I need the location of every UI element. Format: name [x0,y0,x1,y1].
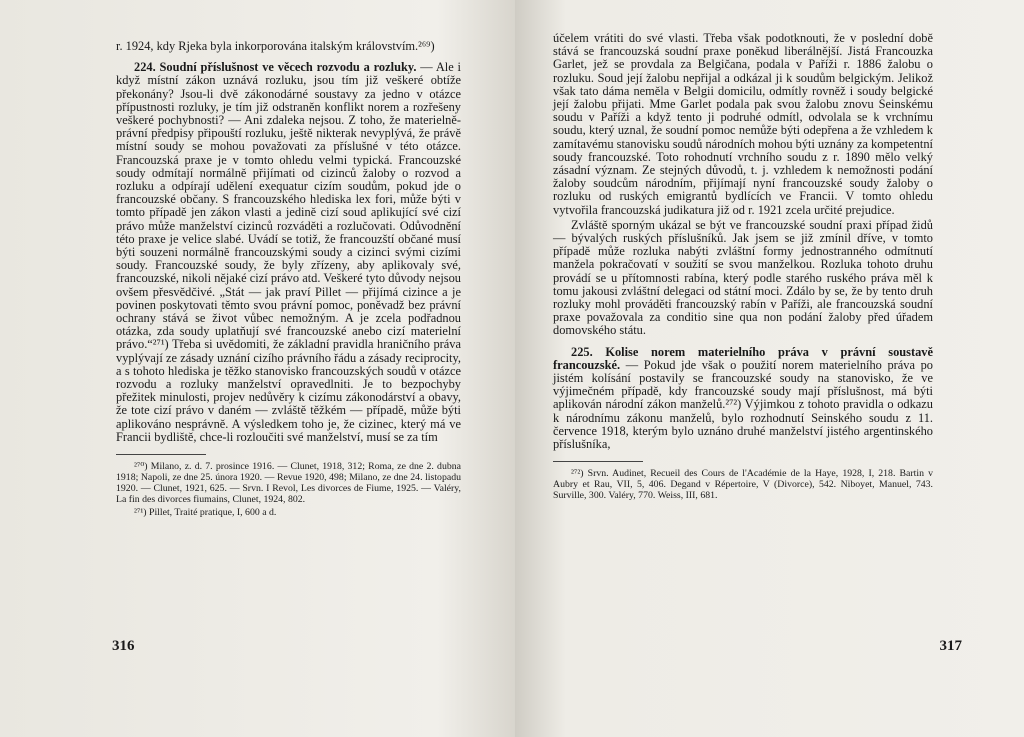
paragraph [553,346,933,452]
paragraph [116,61,461,444]
footnote: ²⁷²) Srvn. Audinet, Recueil des Cours de l'Académie de la Haye, 1928, I, 218. Bartin v Aubry et Rau, VII, 5, 406. Degand v Répertoire, V (Divorce), 542. Niboyet, Manuel, 743. Surville, 300. Valéry, 770. Weiss, III, 681. [553,468,933,502]
right-page [515,0,1024,737]
footnote: ²⁷⁰) Milano, z. d. 7. prosince 1916. — Clunet, 1918, 312; Roma, ze dne 2. dubna 1918; Napoli, ze dne 25. února 1920. — Revue 1920, 498; Milano, ze dne 24. listopadu 1920. — Clunet, 1921, 625. — Srvn. I Revol, Les divorces de Fiume, 1925. — Valéry, La fin des divorces fiumains, Clunet, 1924, 802. [116,461,461,506]
paragraph: r. 1924, kdy Rjeka byla inkorporována italským královstvím.²⁶⁹) [116,39,435,53]
paragraph: účelem vrátiti do své vlasti. Třeba však podotknouti, že v poslední době stává se francouzská soudní praxe poněkud liberálnější. Jistá Francouzka Garlet, jež se provdala za Belgičana, podala v Paříži r. 1886 žalobu o rozluku. Soud její žalobu nepřijal a odkázal ji k soudům belgickým. Jelikož však tato dáma neměla v Belgii domicilu, odmítly rovněž i soudy belgické její žalobu přijati. Mme Garlet podala pak svou žalobu znovu Seinskému soudu v Paříži a když tento ji podruhé odmítl, odvolala se k vrchnímu soudu, který uznal, že soudní pomoc nemůže býti odepřena a že vzhledem k zamítavému stanovisku soudů národních mohou býti uznány za kompetentní soudy francouzské. Toto rohodnutí vrchního soudu z r. 1890 mělo velký zásadní význam. Ze stejných důvodů, t. j. vzhledem k nemožnosti podání žaloby soudcům národním, přijímají nyní francouzské soudy žaloby o rozluku od ruských emigrantů bydlících ve Francii. V tomto ohledu vytvořila francouzská judikatura již od r. 1921 zcela určité prejudice. [553,31,933,217]
paragraph-body: — Ale i když místní zákon uznává rozluku, jsou tím již veškeré obtíže překonány? Jsou-li dvě zákonodárné soustavy za jedno v otázce přípustnosti rozluky, je tím již odstraněn konflikt norem a rozřešeny veškeré pochybnosti? — Ani zdaleka nejsou. Z toho, že materielně-právní předpisy připouští rozluku, ještě nikterak nevyplývá, že právě místní soudy se mohou považovati za příslušné v této otázce. Francouzská praxe je v tomto ohledu velmi typická. Francouzské soudy odmítají normálně přijímati od cizinců žaloby o rozvod a rozluku a odpírají udělení exequatur cizím soudům, pokud jde o francouzské občany. S francouzského hlediska lex fori, může býti v tomto případě jen zákon vlasti a jedině cizí soud aplikující své cizí právo může manželství cizinců rozváděti a rozlučovati. Odůvodnění této praxe je velice slabé. Uvádí se totiž, že francouzští občané musí býti souzeni normálně francouzskými soudy a cizinci svými cizími soudy. Francouzské soudy, že byly zřízeny, aby aplikovaly své, francouzské, nikoli nějaké cizí právo atd. Veškeré tyto důvody nejsou ovšem přesvědčivé. „Stát — jak praví Pillet — přijímá cizince a je povinen poskytovati těmto svou právní pomoc, poněvadž bez právní ochrany stává se život vůbec nemožným. A je zcela podřadnou otázka, zda soudy uplatňují své francouzské anebo cizí materielní právo.“²⁷¹) Třeba si uvědomiti, že základní pravidla hraničního práva vyplývají ze zásady uznání cizího právního řádu a zásady reciprocity, a s tohoto hlediska je těžko stanovisko francouzských soudů v otázce rozvodu a rozluky manželství opravedlniti. Je to bezpochyby přežitek minulosti, projev nedůvěry k cizímu zákonodárství a obavy, že tote cizí právo v daném — zvláště těžkém — případě, může býti aplikováno nesprávně. A výsledkem toho je, že cizinec, který má ve Francii bydliště, chce-li rozloučiti své manželství, musí se za tím [116,60,461,444]
page-number: 316 [112,638,135,654]
section-heading: 225. Kolise norem materielního práva v právní soustavě francouzské. [553,344,933,372]
footnote-rule [116,454,206,455]
left-text-column [116,40,461,518]
right-text-column [553,32,933,501]
paragraph-body: — Pokud jde však o použití norem materielního práva po jistém kolísání postavily se francouzské soudy na stanovisko, že ve výjimečném případě, kdy francouzské soudy mají příslušnost, má býti aplikován národní zákon manželů.²⁷²) Výjimkou z tohoto pravidla o odkazu k národnímu zákonu manželů, bylo rozhodnutí Seinského soudu z 11. července 1918, kterým bylo uznáno druhé manželství jistého argentinského příslušníka, [553,357,933,452]
page-number: 317 [939,638,962,654]
section-heading: 224. Soudní příslušnost ve věcech rozvodu a rozluky. [134,60,417,75]
footnote-rule [553,461,643,462]
paragraph: Zvláště sporným ukázal se být ve francouzské soudní praxi případ židů — bývalých ruských příslušníků. Jak jsem se již zmínil dříve, v tomto případě může rozluka nabýti zvláštní formy jednostranného odmítnutí manžela pokračovatí v soužití se svou manželkou. Rozluka tohoto druhu provádí se u přítomnosti rabína, který podle starého ruského práva měl k tomu jakousi zvláštní delegaci od státní moci. Zdálo by se, že by tento druh rozluky mohl prováděti francouzský rabín v Paříži, ale francouzská soudní praxe považovala za conditio sine qua non podání žaloby před úřadem domovského státu. [553,217,933,338]
footnote: ²⁷¹) Pillet, Traité pratique, I, 600 a d. [134,507,277,519]
